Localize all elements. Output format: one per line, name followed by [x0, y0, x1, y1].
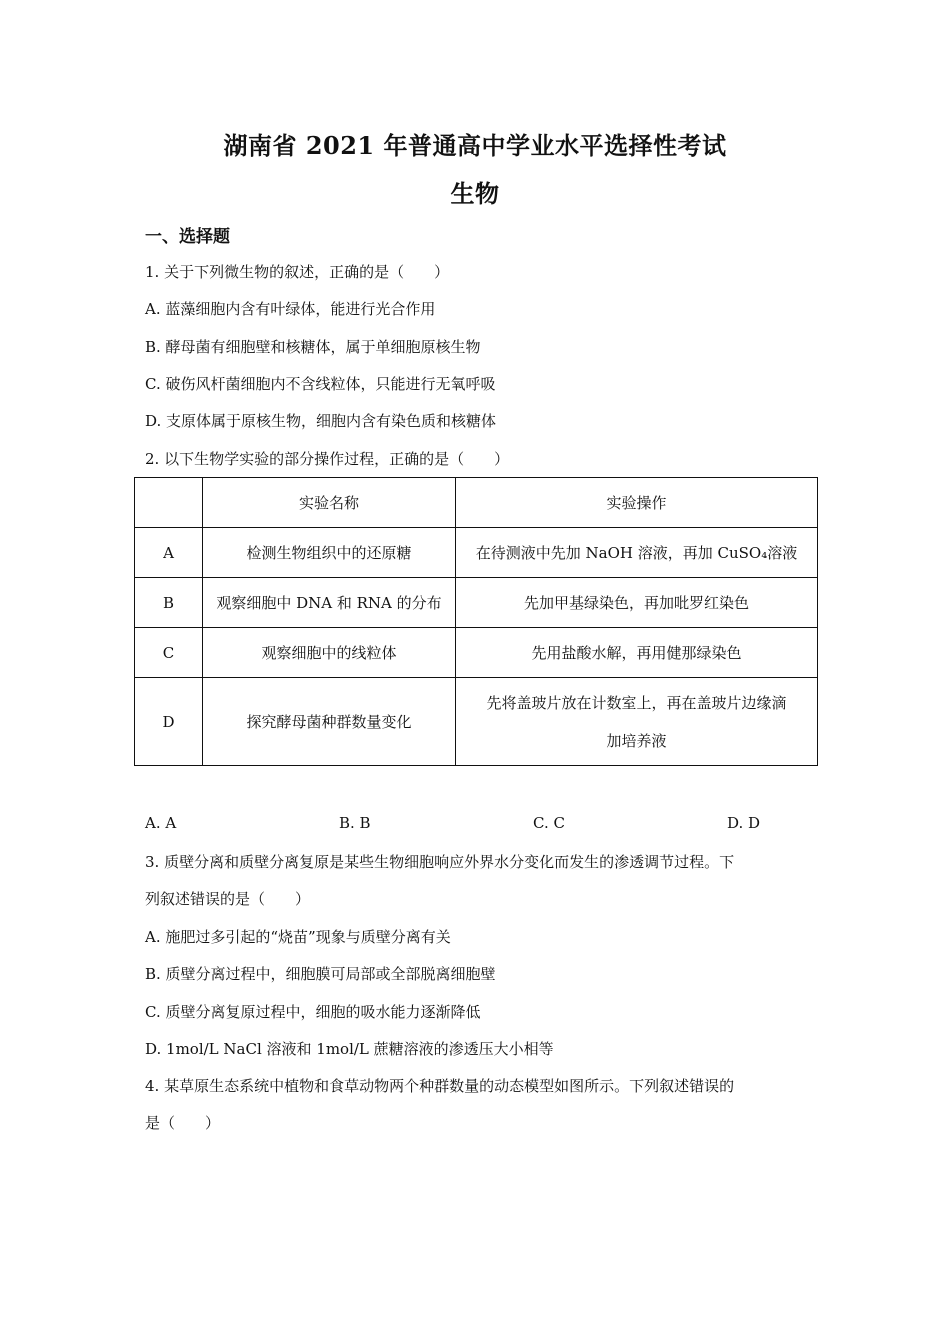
exam-title: 湖南省 2021 年普通高中学业水平选择性考试	[223, 131, 727, 160]
q3-stem-line1: 3. 质壁分离和质壁分离复原是某些生物细胞响应外界水分变化而发生的渗透调节过程。下	[145, 853, 735, 871]
q2-answer-choices	[145, 814, 795, 834]
answer-choice-d: D. D	[727, 814, 761, 832]
experiment-name: 探究酵母菌种群数量变化	[203, 678, 456, 766]
q2-table	[134, 477, 818, 766]
q3-option-b: B. 质壁分离过程中，细胞膜可局部或全部脱离细胞壁	[145, 965, 496, 983]
row-label: C	[135, 628, 203, 678]
row-label: D	[135, 678, 203, 766]
answer-choice-a: A. A	[145, 814, 177, 832]
experiment-operation: 在待测液中先加 NaOH 溶液，再加 CuSO₄溶液	[456, 528, 818, 578]
table-header-row	[135, 478, 818, 528]
experiment-name: 检测生物组织中的还原糖	[203, 528, 456, 578]
experiment-name: 观察细胞中 DNA 和 RNA 的分布	[203, 578, 456, 628]
table-row	[135, 578, 818, 628]
experiment-operation	[456, 678, 818, 766]
experiment-name: 观察细胞中的线粒体	[203, 628, 456, 678]
table-row	[135, 628, 818, 678]
answer-choice-b: B. B	[339, 814, 371, 832]
row-label: B	[135, 578, 203, 628]
row-label: A	[135, 528, 203, 578]
q4-stem-line1: 4. 某草原生态系统中植物和食草动物两个种群数量的动态模型如图所示。下列叙述错误的	[145, 1077, 735, 1095]
q3-option-a: A. 施肥过多引起的“烧苗”现象与质壁分离有关	[145, 928, 451, 946]
q1-stem: 1. 关于下列微生物的叙述，正确的是（ ）	[145, 263, 450, 281]
exam-subject: 生物	[450, 179, 500, 208]
operation-line: 先将盖玻片放在计数室上，再在盖玻片边缘滴	[486, 693, 787, 712]
q1-option-d: D. 支原体属于原核生物，细胞内含有染色质和核糖体	[145, 412, 497, 430]
q1-option-a: A. 蓝藻细胞内含有叶绿体，能进行光合作用	[145, 300, 436, 318]
q1-option-c: C. 破伤风杆菌细胞内不含线粒体，只能进行无氧呼吸	[145, 375, 496, 393]
table-header-cell	[135, 478, 203, 528]
q1-option-b: B. 酵母菌有细胞壁和核糖体，属于单细胞原核生物	[145, 338, 481, 356]
table-row	[135, 528, 818, 578]
experiment-operation: 先加甲基绿染色，再加吡罗红染色	[456, 578, 818, 628]
answer-choice-c: C. C	[533, 814, 565, 832]
experiment-operation: 先用盐酸水解，再用健那绿染色	[456, 628, 818, 678]
q2-stem: 2. 以下生物学实验的部分操作过程，正确的是（ ）	[145, 450, 510, 468]
section-heading: 一、选择题	[145, 227, 230, 247]
table-header-cell: 实验名称	[203, 478, 456, 528]
operation-line: 加培养液	[606, 731, 667, 750]
q3-option-c: C. 质壁分离复原过程中，细胞的吸水能力逐渐降低	[145, 1003, 481, 1021]
table-row	[135, 678, 818, 766]
q4-stem-line2: 是（ ）	[145, 1114, 221, 1132]
q3-option-d: D. 1mol/L NaCl 溶液和 1mol/L 蔗糖溶液的渗透压大小相等	[145, 1040, 554, 1058]
table-header-cell: 实验操作	[456, 478, 818, 528]
q3-stem-line2: 列叙述错误的是（ ）	[145, 890, 311, 908]
